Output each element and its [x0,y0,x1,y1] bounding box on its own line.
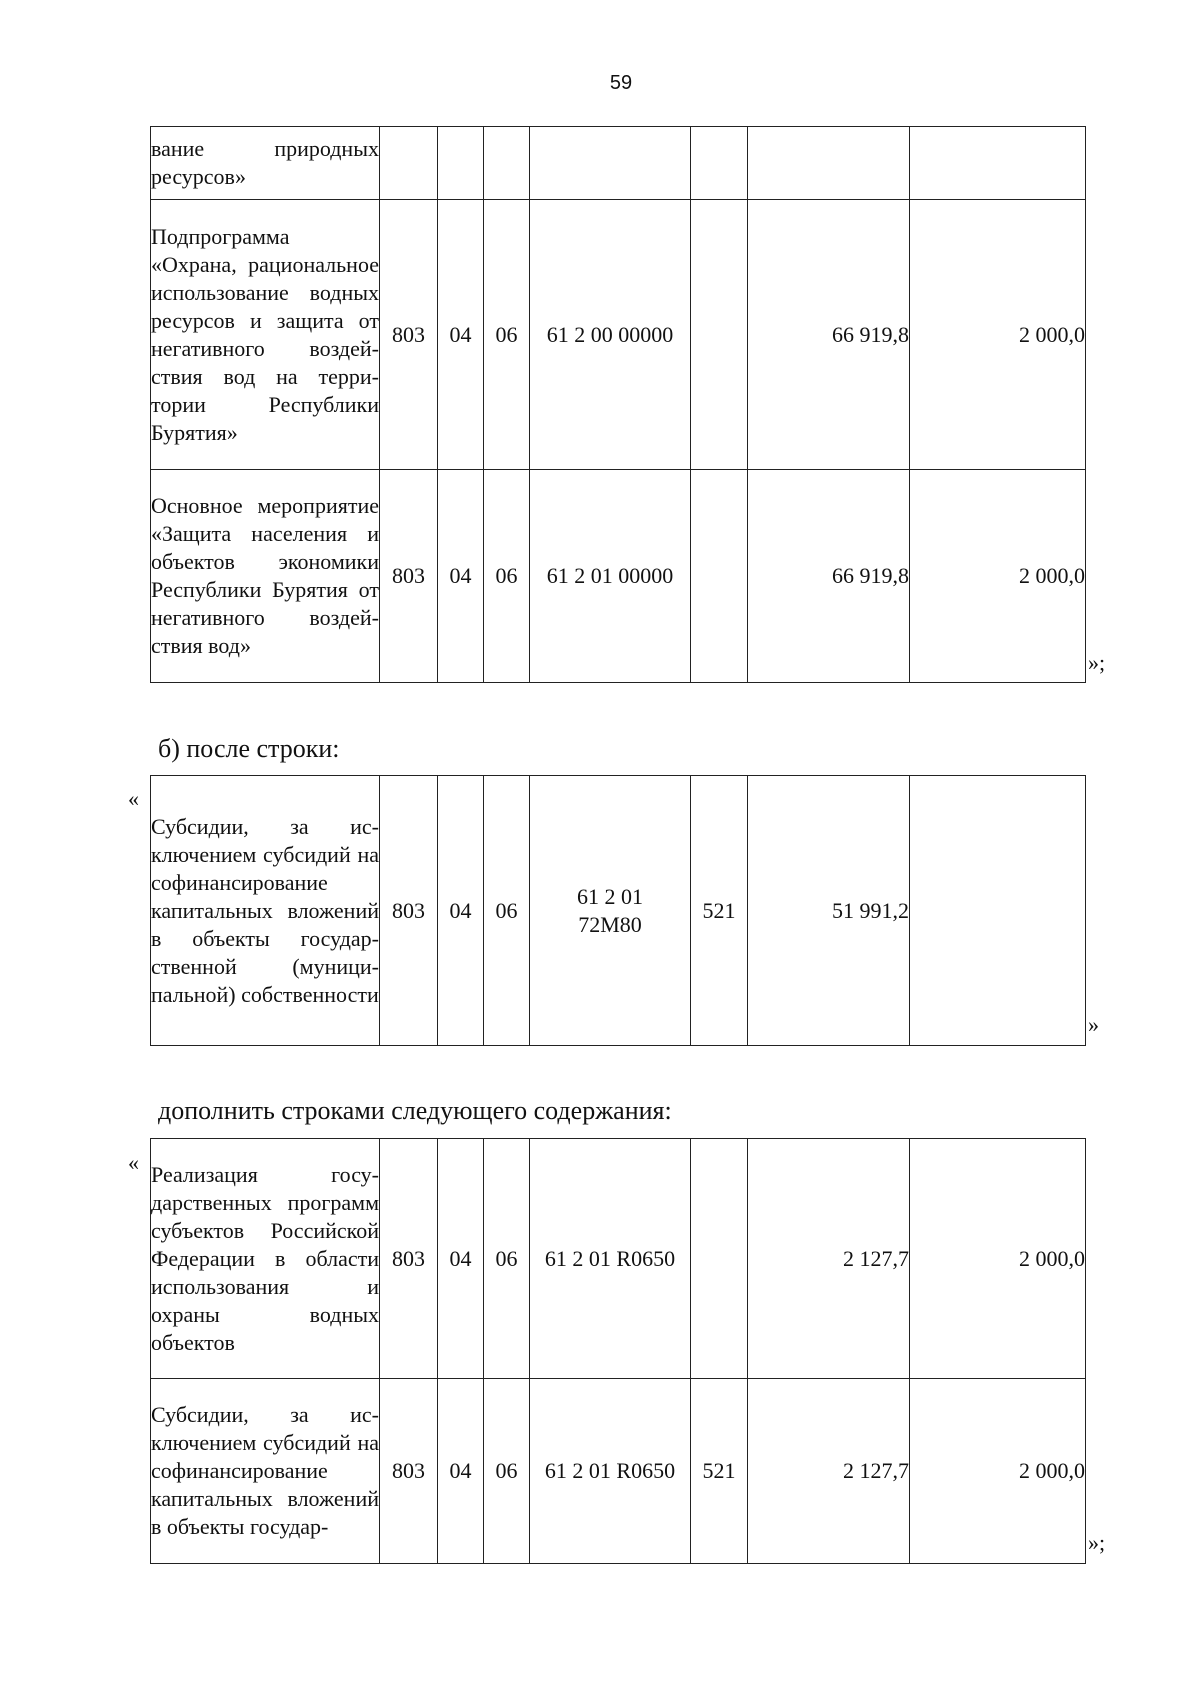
cell-csr: 61 2 01 72М80 [530,776,691,1046]
cell-gr: 803 [380,1379,438,1564]
cell-sum-1: 66 919,8 [748,470,910,683]
opening-quote: « [128,786,139,811]
row-description: Подпрограмма «Охрана, рациональное использование водных ресурсов и защита от негативного воздействия вод на территории Республики Бурятия» [151,200,380,470]
cell-rz: 04 [438,470,484,683]
cell-rz: 04 [438,776,484,1046]
cell-sum-2 [910,127,1086,200]
cell-csr: 61 2 01 00000 [530,470,691,683]
table-row [151,776,1086,1046]
table-row [151,1139,1086,1379]
cell-vr [691,470,748,683]
cell-pr [484,127,530,200]
opening-quote: « [128,1150,139,1175]
cell-sum-1: 2 127,7 [748,1379,910,1564]
row-description: Реализация государственных программ субъектов Российской Федерации в области использования и охраны водных объектов [151,1139,380,1379]
cell-pr: 06 [484,776,530,1046]
cell-gr: 803 [380,1139,438,1379]
closing-quote: » [1088,1012,1099,1037]
cell-vr [691,1139,748,1379]
budget-table-2 [150,775,1086,1046]
cell-gr: 803 [380,470,438,683]
cell-sum-1: 51 991,2 [748,776,910,1046]
row-description: Субсидии, за исключением субсидий на софинансирование капитальных вложений в объекты государ- [151,1379,380,1564]
cell-sum-1 [748,127,910,200]
cell-csr: 61 2 01 R0650 [530,1379,691,1564]
row-description: Основное мероприятие «Защита населения и объектов экономики Республики Бурятия от негативного воздействия вод» [151,470,380,683]
cell-csr [530,127,691,200]
budget-table-3 [150,1138,1086,1564]
cell-gr [380,127,438,200]
cell-gr: 803 [380,200,438,470]
cell-rz: 04 [438,1139,484,1379]
cell-rz: 04 [438,1379,484,1564]
cell-rz: 04 [438,200,484,470]
cell-pr: 06 [484,1379,530,1564]
budget-table-1 [150,126,1086,683]
cell-vr [691,200,748,470]
cell-csr: 61 2 01 R0650 [530,1139,691,1379]
table-row [151,127,1086,200]
cell-csr: 61 2 00 00000 [530,200,691,470]
cell-vr: 521 [691,1379,748,1564]
table-row [151,470,1086,683]
cell-vr: 521 [691,776,748,1046]
cell-rz [438,127,484,200]
cell-gr: 803 [380,776,438,1046]
cell-sum-2 [910,776,1086,1046]
closing-quote: »; [1088,1530,1106,1555]
cell-pr: 06 [484,470,530,683]
table-row [151,1379,1086,1564]
page-number: 59 [609,72,633,94]
cell-sum-2: 2 000,0 [910,470,1086,683]
section-heading-add: дополнить строками следующего содержания: [158,1096,672,1125]
row-description: вание природных ресурсов» [151,127,380,200]
cell-pr: 06 [484,200,530,470]
cell-vr [691,127,748,200]
cell-sum-1: 2 127,7 [748,1139,910,1379]
table-row [151,200,1086,470]
cell-sum-2: 2 000,0 [910,1139,1086,1379]
closing-quote: »; [1088,650,1106,675]
section-heading-b: б) после строки: [158,734,340,763]
row-description: Субсидии, за исключением субсидий на софинансирование капитальных вложений в объекты государственной (муниципальной) собственности [151,776,380,1046]
cell-sum-1: 66 919,8 [748,200,910,470]
cell-sum-2: 2 000,0 [910,200,1086,470]
cell-sum-2: 2 000,0 [910,1379,1086,1564]
cell-pr: 06 [484,1139,530,1379]
